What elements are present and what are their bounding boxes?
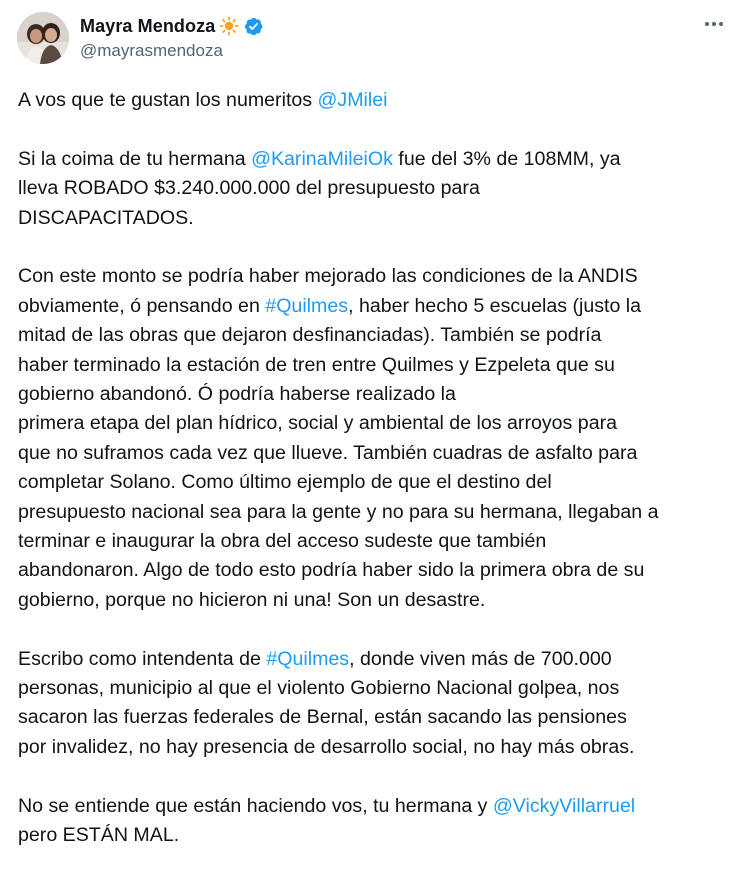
text-line: terminar e inaugurar la obra del acceso sudeste que también [18,530,547,553]
mention-link[interactable]: @VickyVillarruel [492,794,636,817]
text-line: primera etapa del plan hídrico, social y ambiental de los arroyos para [18,412,618,435]
text-line: haber terminado la estación de tren entre Quilmes y Ezpeleta que su [18,353,615,376]
text-line: por invalidez, no hay presencia de desarrollo social, no hay más obras. [18,735,635,758]
more-options-icon[interactable] [702,12,726,36]
text-line: A vos que te gustan los numeritos @JMilei [18,89,388,111]
tweet-paragraph-2 [18,145,742,233]
text-line: sacaron las fuerzas federales de Bernal, están sacando las pensiones [18,706,627,729]
text-line: gobierno, porque no hicieron ni una! Son un desastre. [18,588,486,611]
text-line: que no suframos cada vez que llueve. También cuadras de asfalto para [18,441,638,464]
mention-link[interactable]: @KarinaMileiOk [251,147,393,170]
author-name-row [80,14,264,38]
tweet-paragraph-5 [18,792,742,851]
text-line: DISCAPACITADOS. [18,206,194,229]
text-line: abandonaron. Algo de todo esto podría haber sido la primera obra de su [18,559,645,582]
text-line: presupuesto nacional sea para la gente y no para su hermana, llegaban a [18,500,659,523]
tweet-paragraph-4 [18,645,742,763]
text-line: No se entiende que están haciendo vos, tu hermana y @VickyVillarruel [18,794,636,817]
author-handle[interactable]: @mayrasmendoza [80,41,223,60]
tweet-text [18,86,742,880]
text-line: Si la coima de tu hermana @KarinaMileiOk fue del 3% de 108MM, ya [18,147,621,170]
text-line: pero ESTÁN MAL. [18,824,180,847]
text-line: Escribo como intendenta de #Quilmes, donde viven más de 700.000 [18,647,612,670]
hashtag-link[interactable]: #Quilmes [265,294,349,317]
avatar-photo [17,12,69,64]
text-line: obviamente, ó pensando en #Quilmes, haber hecho 5 escuelas (justo la [18,294,642,317]
text-line: mitad de las obras que dejaron desfinanciadas). También se podría [18,324,602,347]
text-line: Con este monto se podría haber mejorado las condiciones de la ANDIS [18,265,638,288]
text-line: lleva ROBADO $3.240.000.000 del presupuesto para [18,177,480,200]
mention-link[interactable]: @JMilei [317,89,388,111]
text-line: gobierno abandonó. Ó podría haberse realizado la [18,383,456,406]
author-name[interactable]: Mayra Mendoza [80,15,216,36]
verified-badge-icon[interactable] [243,16,264,37]
text-line: personas, municipio al que el violento Gobierno Nacional golpea, nos [18,677,620,700]
tweet-paragraph-3 [18,262,742,615]
avatar[interactable] [17,12,69,64]
tweet-paragraph-1 [18,86,742,115]
sun-emoji-icon [219,16,239,36]
text-line: completar Solano. Como último ejemplo de que el destino del [18,471,552,494]
hashtag-link[interactable]: #Quilmes [266,647,350,670]
tweet-header [0,0,750,80]
